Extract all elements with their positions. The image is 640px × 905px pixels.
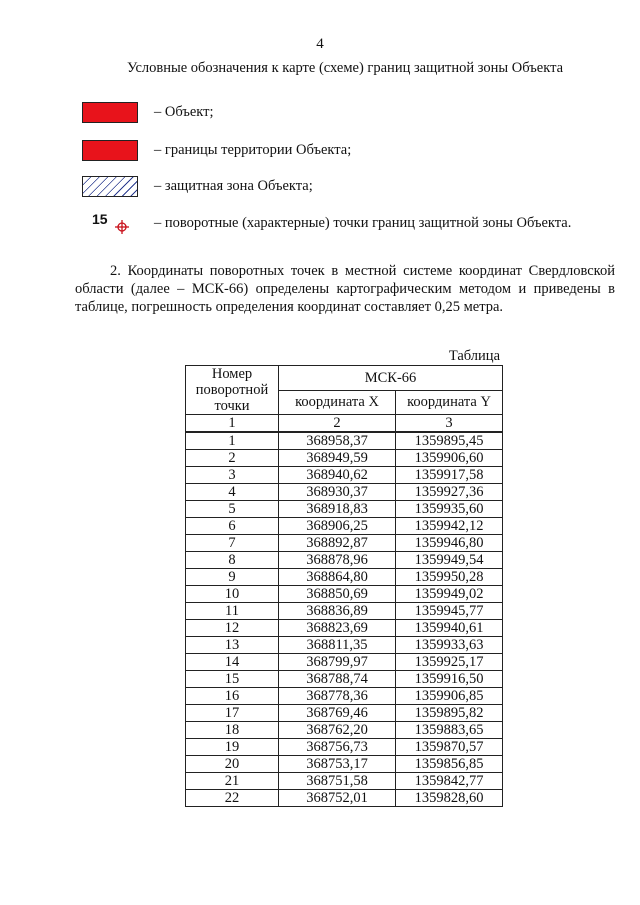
legend-item-object — [82, 100, 214, 124]
x-coordinate-cell: 368930,37 — [279, 484, 396, 501]
header-point-number: Номер поворотной точки — [186, 366, 279, 415]
y-coordinate-cell: 1359883,65 — [396, 722, 503, 739]
table-row — [186, 450, 503, 467]
y-coordinate-cell: 1359828,60 — [396, 790, 503, 807]
table-caption: Таблица — [448, 348, 500, 364]
x-coordinate-cell: 368878,96 — [279, 552, 396, 569]
column-number: 2 — [279, 415, 396, 433]
y-coordinate-cell: 1359925,17 — [396, 654, 503, 671]
header-msk66: МСК-66 — [279, 366, 503, 391]
x-coordinate-cell: 368769,46 — [279, 705, 396, 722]
table-row — [186, 671, 503, 688]
table-row — [186, 637, 503, 654]
y-coordinate-cell: 1359906,85 — [396, 688, 503, 705]
y-coordinate-cell: 1359916,50 — [396, 671, 503, 688]
table-row — [186, 535, 503, 552]
point-number-cell: 22 — [186, 790, 279, 807]
legend-item-turning-points — [82, 211, 571, 235]
marker-number: 15 — [92, 211, 108, 227]
x-coordinate-cell: 368799,97 — [279, 654, 396, 671]
x-coordinate-cell: 368823,69 — [279, 620, 396, 637]
column-number: 1 — [186, 415, 279, 433]
point-number-cell: 1 — [186, 432, 279, 450]
y-coordinate-cell: 1359945,77 — [396, 603, 503, 620]
point-number-cell: 15 — [186, 671, 279, 688]
y-coordinate-cell: 1359917,58 — [396, 467, 503, 484]
y-coordinate-cell: 1359946,80 — [396, 535, 503, 552]
point-number-cell: 17 — [186, 705, 279, 722]
table-row — [186, 790, 503, 807]
point-number-cell: 10 — [186, 586, 279, 603]
table-row — [186, 705, 503, 722]
point-number-cell: 5 — [186, 501, 279, 518]
header-y: координата Y — [396, 390, 503, 415]
table-row — [186, 569, 503, 586]
x-coordinate-cell: 368752,01 — [279, 790, 396, 807]
point-number-cell: 3 — [186, 467, 279, 484]
y-coordinate-cell: 1359933,63 — [396, 637, 503, 654]
y-coordinate-cell: 1359950,28 — [396, 569, 503, 586]
x-coordinate-cell: 368762,20 — [279, 722, 396, 739]
table-row — [186, 467, 503, 484]
column-number: 3 — [396, 415, 503, 433]
table-row — [186, 586, 503, 603]
y-coordinate-cell: 1359940,61 — [396, 620, 503, 637]
point-number-cell: 6 — [186, 518, 279, 535]
table-row — [186, 773, 503, 790]
y-coordinate-cell: 1359935,60 — [396, 501, 503, 518]
table-row — [186, 688, 503, 705]
point-number-cell: 9 — [186, 569, 279, 586]
x-coordinate-cell: 368850,69 — [279, 586, 396, 603]
y-coordinate-cell: 1359856,85 — [396, 756, 503, 773]
legend-label: – поворотные (характерные) точки границ защитной зоны Объекта. — [154, 214, 572, 231]
legend-label: – защитная зона Объекта; — [154, 177, 313, 194]
y-coordinate-cell: 1359842,77 — [396, 773, 503, 790]
x-coordinate-cell: 368811,35 — [279, 637, 396, 654]
x-coordinate-cell: 368836,89 — [279, 603, 396, 620]
table-row — [186, 654, 503, 671]
table-row — [186, 756, 503, 773]
y-coordinate-cell: 1359906,60 — [396, 450, 503, 467]
crosshair-icon — [115, 220, 129, 234]
y-coordinate-cell: 1359949,54 — [396, 552, 503, 569]
table-row — [186, 722, 503, 739]
point-number-cell: 20 — [186, 756, 279, 773]
table-row — [186, 552, 503, 569]
x-coordinate-cell: 368788,74 — [279, 671, 396, 688]
legend-label: – Объект; — [154, 103, 214, 120]
table-row — [186, 484, 503, 501]
object-swatch — [82, 102, 138, 123]
legend-item-protection-zone — [82, 174, 313, 198]
x-coordinate-cell: 368756,73 — [279, 739, 396, 756]
y-coordinate-cell: 1359942,12 — [396, 518, 503, 535]
table-row — [186, 603, 503, 620]
y-coordinate-cell: 1359895,82 — [396, 705, 503, 722]
point-marker — [82, 211, 138, 235]
table-row — [186, 620, 503, 637]
point-number-cell: 19 — [186, 739, 279, 756]
point-number-cell: 7 — [186, 535, 279, 552]
y-coordinate-cell: 1359870,57 — [396, 739, 503, 756]
point-number-cell: 8 — [186, 552, 279, 569]
x-coordinate-cell: 368864,80 — [279, 569, 396, 586]
point-number-cell: 4 — [186, 484, 279, 501]
y-coordinate-cell: 1359895,45 — [396, 432, 503, 450]
x-coordinate-cell: 368892,87 — [279, 535, 396, 552]
point-number-cell: 21 — [186, 773, 279, 790]
coordinates-table — [185, 365, 503, 807]
x-coordinate-cell: 368958,37 — [279, 432, 396, 450]
point-number-cell: 12 — [186, 620, 279, 637]
point-number-cell: 16 — [186, 688, 279, 705]
point-number-cell: 11 — [186, 603, 279, 620]
x-coordinate-cell: 368753,17 — [279, 756, 396, 773]
legend-label: – границы территории Объекта; — [154, 141, 352, 158]
coordinates-paragraph: 2. Координаты поворотных точек в местной системе координат Свердловской области (далее – МСК-66) определены картографическим методом и приведены в таблице, погрешность определения координат составляет 0,25 метра. — [75, 263, 615, 315]
x-coordinate-cell: 368949,59 — [279, 450, 396, 467]
y-coordinate-cell: 1359949,02 — [396, 586, 503, 603]
table-row — [186, 518, 503, 535]
point-number-cell: 18 — [186, 722, 279, 739]
header-x: координата X — [279, 390, 396, 415]
x-coordinate-cell: 368940,62 — [279, 467, 396, 484]
table-row — [186, 739, 503, 756]
x-coordinate-cell: 368778,36 — [279, 688, 396, 705]
hatch-swatch — [82, 176, 138, 197]
x-coordinate-cell: 368751,58 — [279, 773, 396, 790]
point-number-cell: 2 — [186, 450, 279, 467]
y-coordinate-cell: 1359927,36 — [396, 484, 503, 501]
point-number-cell: 13 — [186, 637, 279, 654]
point-number-cell: 14 — [186, 654, 279, 671]
legend-item-territory-boundary — [82, 138, 351, 162]
x-coordinate-cell: 368918,83 — [279, 501, 396, 518]
table-row — [186, 501, 503, 518]
legend-title: Условные обозначения к карте (схеме) границ защитной зоны Объекта — [126, 60, 564, 76]
table-body — [186, 432, 503, 807]
x-coordinate-cell: 368906,25 — [279, 518, 396, 535]
table-row — [186, 432, 503, 450]
territory-swatch — [82, 140, 138, 161]
page-number: 4 — [316, 36, 324, 52]
